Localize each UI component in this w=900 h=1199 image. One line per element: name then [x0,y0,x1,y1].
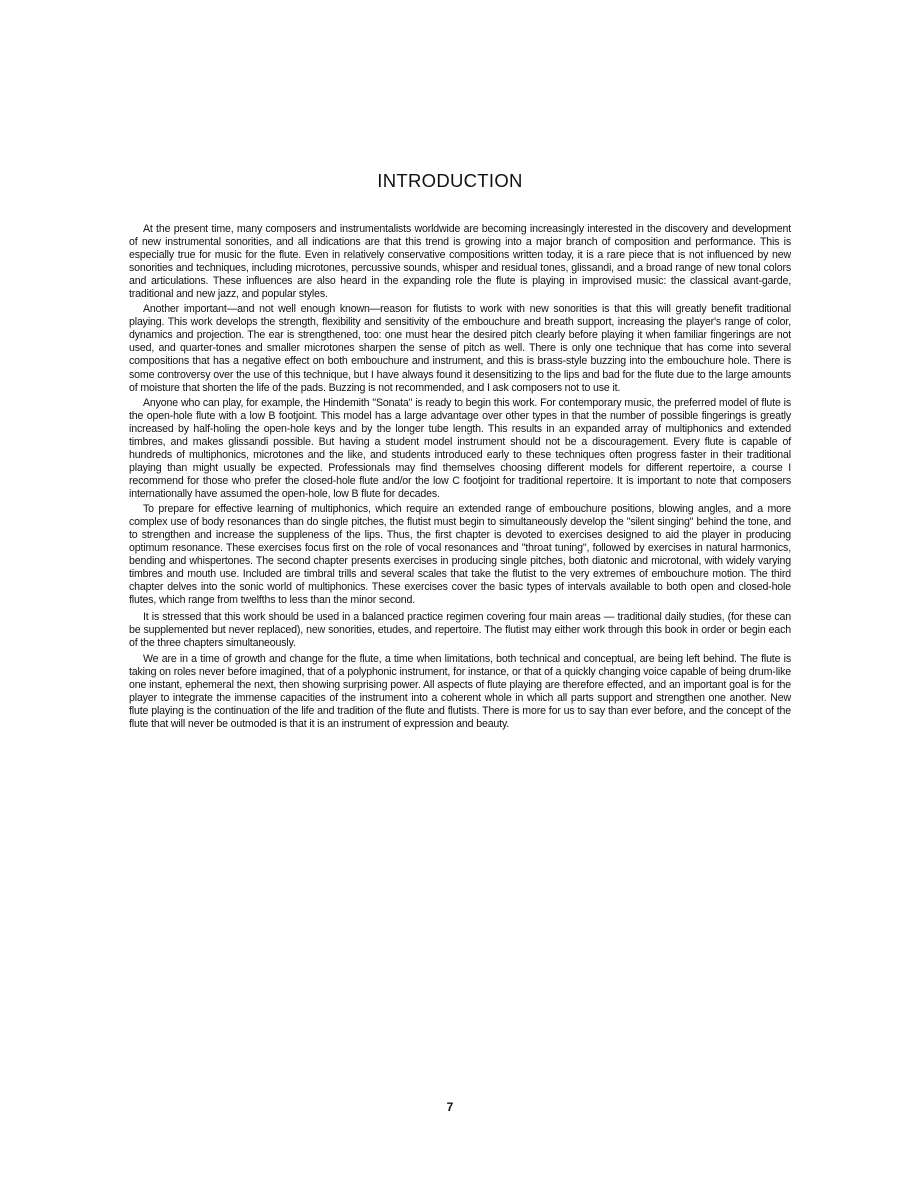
paragraph-2: Another important—and not well enough known—reason for flutists to work with new sonorities is that this will greatly benefit traditional playing. This work develops the strength, flexibility and sensitivity of the embouchure and breath support, increasing the player's range of color, dynamics and projection. The ear is strengthened, too: one must hear the desired pitch clearly before playing it when familiar fingerings are not used, and quarter-tones and smaller microtones sharpen the sense of pitch as well. There is only one technique that has come into several compositions that has a negative effect on both embouchure and instrument, and this is brass-style buzzing into the embouchure hole. There is some controversy over the use of this technique, but I have always found it desensitizing to the lips and bad for the flute due to the large amounts of moisture that shorten the life of the pads. Buzzing is not recommended, and I ask composers not to use it. [129,303,791,394]
page-number: 7 [446,1100,454,1114]
paragraph-5: It is stressed that this work should be used in a balanced practice regimen covering four main areas — traditional daily studies, (for these can be supplemented but never replaced), new sonorities, etudes, and repertoire. The flutist may either work through this book in order or begin each of the three chapters simultaneously. [129,611,791,650]
paragraph-4: To prepare for effective learning of multiphonics, which require an extended range of embouchure positions, blowing angles, and a more complex use of body resonances than do single pitches, the flutist must begin to simultaneously develop the "silent singing" behind the tone, and to strengthen and increase the suppleness of the lips. Thus, the first chapter is devoted to exercises designed to aid the player in producing optimum resonance. These exercises focus first on the role of vocal resonances and "throat tuning", followed by exercises in natural harmonics, bending and whispertones. The second chapter presents exercises in producing single pitches, both diatonic and microtonal, with widely varying timbres and mouth use. Included are timbral trills and several scales that take the flutist to the very extremes of embouchure motion. The third chapter delves into the sonic world of multiphonics. These exercises cover the basic types of intervals available to both open and closed-hole flutes, which range from twelfths to less than the minor second. [129,502,791,607]
paragraph-1: At the present time, many composers and instrumentalists worldwide are becoming increasingly interested in the discovery and development of new instrumental sonorities, and all indications are that this trend is growing into a major branch of composition and performance. This is especially true for music for the flute. Even in relatively conservative compositions written today, it is a rare piece that is not influenced by new sonorities and techniques, including microtones, percussive sounds, whisper and residual tones, glissandi, and a broad range of new tonal colors and articulations. These influences are also heard in the expanding role the flute is playing in improvised music: the classical avant-garde, traditional and new jazz, and popular styles. [129,223,791,301]
paragraph-3: Anyone who can play, for example, the Hindemith "Sonata" is ready to begin this work. For contemporary music, the preferred model of flute is the open-hole flute with a low B footjoint. This model has a large advantage over other types in that the number of possible fingerings is greatly increased by half-holing the open-hole keys and by the longer tube length. This results in an expanded array of multiphonics and extended timbres, and makes glissandi possible. But having a student model instrument should not be a discouragement. Every flute is capable of hundreds of multiphonics, microtones and the like, and students introduced early to these techniques often progress faster in their traditional playing than might usually be expected. Professionals may find themselves choosing different models for different repertoire, a course I recommend for those who prefer the closed-hole flute and/or the low C footjoint for traditional repertoire. It is important to note that composers internationally have assumed the open-hole, low B flute for decades. [129,396,791,500]
introduction-body [129,223,791,733]
paragraph-6: We are in a time of growth and change for the flute, a time when limitations, both technical and conceptual, are being left behind. The flute is taking on roles never before imagined, that of a polyphonic instrument, for instance, or that of a quickly changing voice capable of being drum-like one instant, ephemeral the next, then showing surprising power. All aspects of flute playing are therefore effected, and an important goal is for the player to integrate the immense capacities of the instrument into a coherent whole in which all parts support and strengthen one another. New flute playing is the continuation of the life and tradition of the flute and flutists. There is more for us to say than ever before, and the concept of the flute that will never be outmoded is that it is an instrument of expression and beauty. [129,652,791,730]
page-title: INTRODUCTION [377,170,523,191]
